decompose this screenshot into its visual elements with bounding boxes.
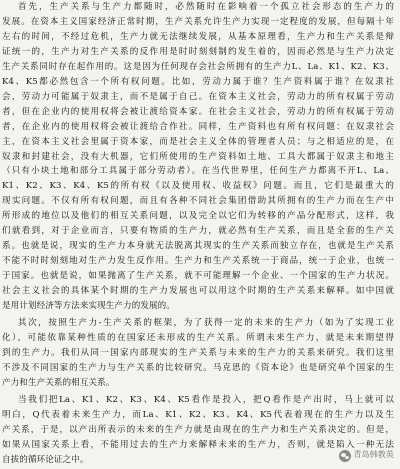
text-line: 是用计划经济等方法来实现生产力的发展的。: [2, 301, 175, 312]
text-line: 化），可能依靠某种性质的在国家还未形成的生产关系。所谓未来生产力，就是未来期望得: [2, 332, 394, 343]
text-line: 明白，Q代表着未来生产力，而La、K1、K2、K3、K4、K5代表着现在的生产力以及生: [2, 409, 394, 420]
text-line: 奴隶和封建社会，没有大机器，它们所使用的生产资料如土地、工具大都属于奴隶主和地主: [2, 151, 394, 162]
text-line: 主，在资本主义社会里属于资本家，而是社会主义全体的管理者人员；与之相适应的是，在: [2, 136, 394, 147]
text-line: 现实问题。不仅有所有权问题，而且有各种不同社会集团借助其所拥有的生产力而在生产中: [2, 196, 394, 207]
text-line: 不涉及不同国家的生产力与生产关系的比较研究。马克思的《资本论》也是研究单个国家的生: [2, 362, 394, 373]
text-line: 产力和生产关系的相互关系。: [2, 377, 115, 388]
text-line: 会，劳动力可能属于奴隶主，而不是属于自己。在资本主义社会，劳动力的所有权属于劳动: [2, 91, 394, 102]
text-line: 所形成的地位以及他们的相互关系问题，以及完全以它们为转移的产品分配形式，这样，我: [2, 211, 394, 222]
text-line: 发展。在资本主义国家经济正常时期，生产关系允许生产力实现一定程度的发展，但每隔十年: [2, 16, 394, 27]
text-line: 当我们把La、K1、K2、K3、K4、K5看作是投入，把Q看作是产出时，马上就可以: [18, 394, 394, 405]
text-line: 系。也就是说，现实的生产力本身就无法脱离其现实的生产关系而独立存在，也就是生产关系: [2, 241, 394, 252]
text-line: 如果从国家关系上看，不能用过去的生产力来解释未来的生产力，否则，就是陷入一种无法: [2, 439, 394, 450]
text-line: K4、K5都必然包含一个所有权问题。比如，劳动力属于谁？生产资料属于谁？在奴隶社: [2, 76, 394, 87]
text-line: 证统一的，生产力对生产关系的反作用是时时刻刻制约发生着的，因而必然是与生产力决定: [2, 46, 394, 57]
text-line: 社会主义社会的具体某个时期的生产力发展也可以用这个时期的生产关系来解释。如中国就: [2, 286, 394, 297]
text-line: 者，在企业内的使用权将会被让渡给合作社。同样，生产资料也有所有权问题：在奴隶社会: [2, 121, 394, 132]
text-line: 到的生产力。我们从同一国家内部现实的生产关系与未来的生产力的关系来研究。我们这里: [2, 347, 394, 358]
text-line: 其次，按照生产力-生产关系的框架，为了获得一定的未来的生产力（如为了实现工业: [18, 318, 394, 329]
text-line: 产关系，于是，以产出所表示的未来的生产力就是由现在的生产力和生产关系决定的。但是，: [2, 424, 394, 435]
watermark-label: 青岛韩教英: [353, 450, 394, 460]
text-line: （只有小块土地和部分工具属于部分劳动者）。在当代世界里，任何生产力都离不开L、La、: [2, 166, 394, 177]
text-line: 们就看到，对于企业而言，只要有物质的生产力，就必然有生产关系，而且是全套的生产关: [2, 226, 394, 237]
text-line: 生产关系同时存在起作用的。这是因为任何现存会社会所拥有的生产力L、La、K1、K2、K3、: [2, 61, 394, 72]
text-line: K1、K2、K3、K4、K5的所有权《以及使用权、收益权》问题。而且，它们是最重大的: [2, 181, 394, 192]
text-line: 于国家。也就是说，如果抛离了生产关系，就不可能理解一个企业、一个国家的生产力状况。: [2, 271, 394, 282]
text-line: 自拔的循环论证之中。: [2, 454, 89, 465]
text-line: 不能不时时刻刻地对生产力发生反作用。生产力和生产关系统一于商品，统一于企业，也统一: [2, 256, 394, 267]
text-line: 首先，生产关系与生产力都随时，必然随时在影响着一个孤立社会形态的生产力的: [18, 2, 394, 12]
text-line: 者，但在企业内的使用权将会被让渡给资本家。在社会主义社会，劳动力的所有权属于劳动: [2, 106, 394, 117]
text-line: 左右的时间，不经过危机，生产力就无法继续发展，从基本原理看，生产力和生产关系是辩: [2, 31, 394, 42]
watermark: [339, 448, 395, 463]
wechat-icon: [339, 450, 351, 462]
